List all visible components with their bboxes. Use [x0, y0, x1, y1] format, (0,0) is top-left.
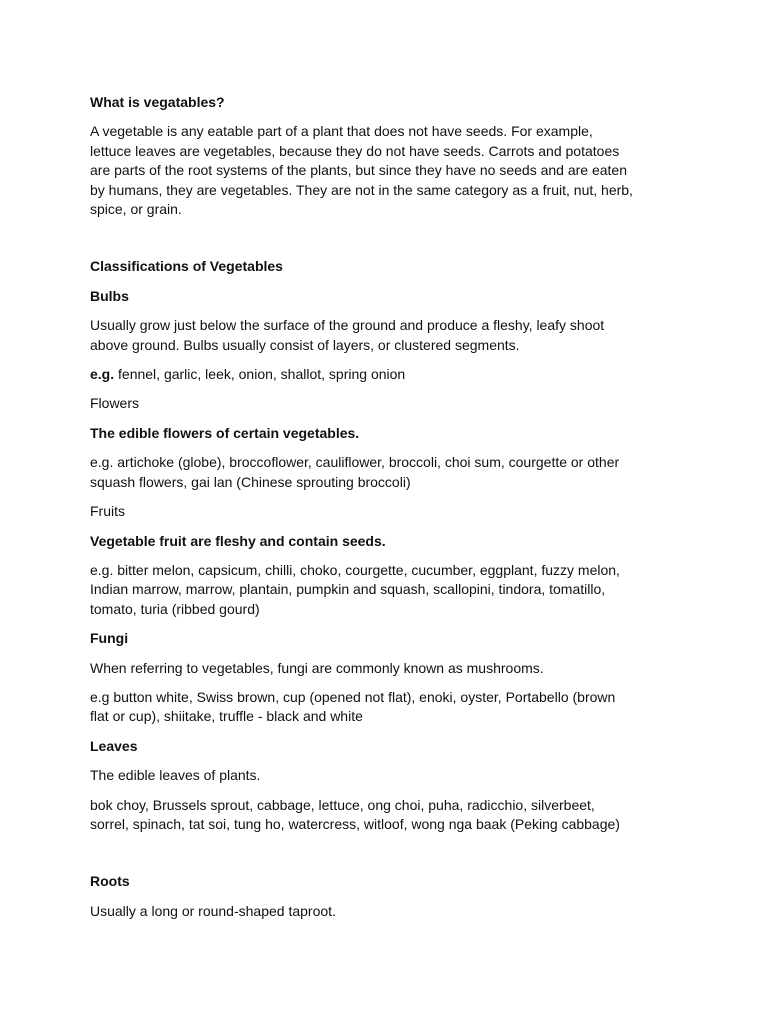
intro-line: by humans, they are vegetables. They are not in the same category as a fruit, nut, herb, — [90, 181, 633, 198]
leaves-eg-line: sorrel, spinach, tat soi, tung ho, watercress, witloof, wong nga baak (Peking cabbage) — [90, 815, 620, 832]
fruits-eg-line: e.g. bitter melon, capsicum, chilli, choko, courgette, cucumber, eggplant, fuzzy melon, — [90, 561, 620, 578]
roots-description: Usually a long or round-shaped taproot. — [90, 902, 336, 919]
intro-line: spice, or grain. — [90, 201, 182, 218]
section-title-fruits: Fruits — [90, 503, 125, 520]
flowers-description: The edible flowers of certain vegetables. — [90, 424, 360, 441]
bulbs-description — [90, 316, 690, 355]
leaves-examples — [90, 796, 690, 835]
fungi-description: When referring to vegetables, fungi are commonly known as mushrooms. — [90, 659, 544, 676]
flowers-eg-line: squash flowers, gai lan (Chinese sprouting broccoli) — [90, 473, 411, 490]
section-title-leaves: Leaves — [90, 737, 138, 754]
intro-line: A vegetable is any eatable part of a plant that does not have seeds. For example, — [90, 123, 593, 140]
fungi-eg-line: e.g button white, Swiss brown, cup (opened not flat), enoki, oyster, Portabello (brown — [90, 688, 616, 705]
flowers-eg-line: e.g. artichoke (globe), broccoflower, cauliflower, broccoli, choi sum, courgette or other — [90, 454, 620, 471]
section-title-fungi: Fungi — [90, 630, 129, 647]
section-title-flowers: Flowers — [90, 395, 140, 412]
bulbs-eg-label: e.g. — [90, 366, 115, 383]
section-title-bulbs: Bulbs — [90, 287, 129, 304]
heading-classifications: Classifications of Vegetables — [90, 258, 283, 275]
bulbs-examples — [90, 365, 690, 384]
flowers-examples — [90, 453, 690, 492]
document-page — [90, 93, 690, 921]
section-title-roots: Roots — [90, 873, 130, 890]
intro-line: are parts of the root systems of the plants, but since they have no seeds and are eaten — [90, 162, 627, 179]
bulbs-desc-line: Usually grow just below the surface of the ground and produce a fleshy, leafy shoot — [90, 317, 605, 334]
intro-paragraph — [90, 122, 690, 219]
heading-what-is-vegetables: What is vegatables? — [90, 94, 225, 110]
fungi-eg-line: flat or cup), shiitake, truffle - black and white — [90, 708, 363, 725]
intro-line: lettuce leaves are vegetables, because they do not have seeds. Carrots and potatoes — [90, 142, 620, 159]
bulbs-eg-text: fennel, garlic, leek, onion, shallot, spring onion — [114, 366, 406, 383]
leaves-eg-line: bok choy, Brussels sprout, cabbage, lettuce, ong choi, puha, radicchio, silverbeet, — [90, 796, 595, 813]
fruits-examples — [90, 561, 690, 619]
fruits-description: Vegetable fruit are fleshy and contain seeds. — [90, 532, 386, 549]
fungi-examples — [90, 688, 690, 727]
bulbs-desc-line: above ground. Bulbs usually consist of layers, or clustered segments. — [90, 336, 520, 353]
fruits-eg-line: Indian marrow, marrow, plantain, pumpkin and squash, scallopini, tindora, tomatillo, — [90, 581, 606, 598]
fruits-eg-line: tomato, turia (ribbed gourd) — [90, 600, 260, 617]
leaves-description: The edible leaves of plants. — [90, 767, 261, 784]
